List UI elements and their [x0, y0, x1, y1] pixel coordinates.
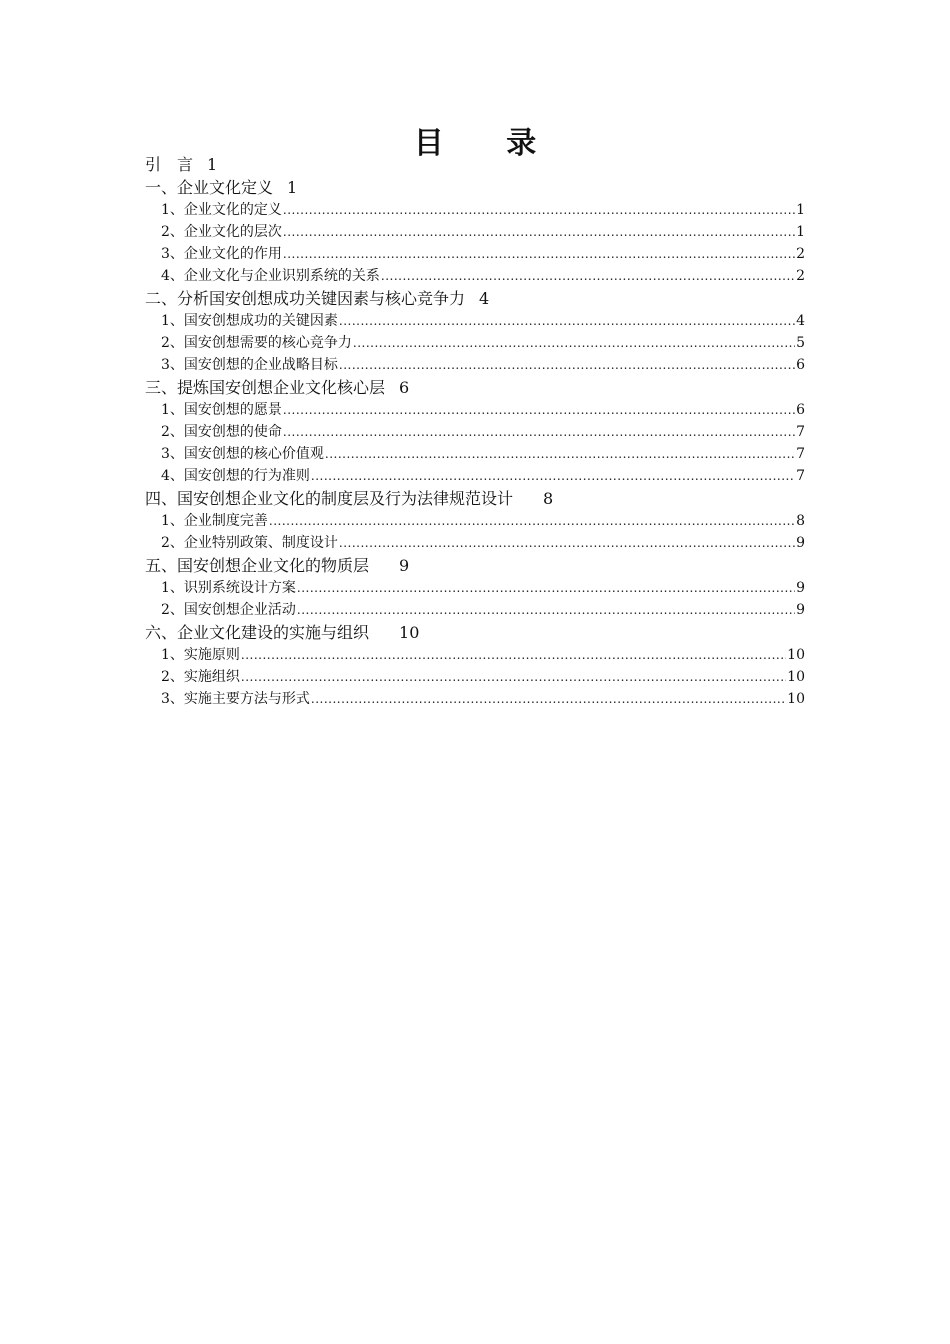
toc-subentry[interactable] — [145, 221, 805, 243]
toc-entry[interactable] — [145, 287, 805, 310]
toc-entry-title: 三、提炼国安创想企业文化核心层 — [145, 378, 386, 397]
toc-entry-title: 引 言 — [145, 155, 194, 174]
toc-subentry[interactable] — [145, 443, 805, 465]
toc-entry[interactable] — [145, 487, 805, 510]
toc-entry-page: 10 — [787, 647, 805, 663]
toc-subentry[interactable] — [145, 199, 805, 221]
toc-subentry[interactable] — [145, 532, 805, 554]
toc-entry-title: 4、国安创想的行为准则 — [161, 468, 310, 484]
toc-subentry[interactable] — [145, 310, 805, 332]
toc-entry-title: 2、实施组织 — [161, 669, 240, 685]
toc-entry-page: 10 — [787, 691, 805, 707]
toc-subentry[interactable] — [145, 243, 805, 265]
dot-leader — [339, 354, 795, 376]
toc-entry-title: 1、国安创想的愿景 — [161, 402, 282, 418]
toc-subentry[interactable] — [145, 510, 805, 532]
toc-entry-title: 2、企业文化的层次 — [161, 224, 282, 240]
toc-entry-page: 6 — [796, 402, 805, 418]
toc-entry-title: 3、企业文化的作用 — [161, 246, 282, 262]
dot-leader — [297, 577, 795, 599]
toc-subentry[interactable] — [145, 688, 805, 710]
dot-leader — [283, 243, 795, 265]
toc-entry-title: 2、国安创想的使命 — [161, 424, 282, 440]
toc-entry-title: 4、企业文化与企业识别系统的关系 — [161, 268, 380, 284]
toc-subentry[interactable] — [145, 265, 805, 287]
dot-leader — [283, 399, 795, 421]
toc-entry-page: 9 — [796, 535, 805, 551]
toc-subentry[interactable] — [145, 399, 805, 421]
toc-entry-title: 2、企业特别政策、制度设计 — [161, 535, 338, 551]
toc-entry-page: 10 — [787, 669, 805, 685]
toc-entry-title: 四、国安创想企业文化的制度层及行为法律规范设计 — [145, 489, 514, 508]
toc-entry-title: 1、识别系统设计方案 — [161, 580, 296, 596]
toc-entry-title: 二、分析国安创想成功关键因素与核心竞争力 — [145, 289, 466, 308]
toc-subentry[interactable] — [145, 332, 805, 354]
dot-leader — [283, 199, 795, 221]
toc-entry-title: 1、国安创想成功的关键因素 — [161, 313, 338, 329]
toc-entry[interactable] — [145, 554, 805, 577]
toc-entry-title: 五、国安创想企业文化的物质层 — [145, 556, 370, 575]
toc-subentry[interactable] — [145, 354, 805, 376]
toc-entry-page: 10 — [399, 623, 420, 642]
toc-subentry[interactable] — [145, 599, 805, 621]
dot-leader — [325, 443, 795, 465]
toc-entry-page: 7 — [796, 468, 805, 484]
toc-entry-title: 一、企业文化定义 — [145, 178, 274, 197]
toc-entry-page: 4 — [796, 313, 805, 329]
toc-entry-page: 1 — [796, 202, 805, 218]
toc-subentry[interactable] — [145, 666, 805, 688]
toc-entry-page: 1 — [796, 224, 805, 240]
dot-leader — [311, 465, 795, 487]
dot-leader — [241, 644, 786, 666]
toc-entry-title: 3、国安创想的核心价值观 — [161, 446, 324, 462]
toc-subentry[interactable] — [145, 644, 805, 666]
toc-entry-page: 6 — [399, 378, 410, 397]
toc-entry-title: 2、国安创想需要的核心竞争力 — [161, 335, 352, 351]
toc-entry-page: 9 — [796, 580, 805, 596]
dot-leader — [311, 688, 786, 710]
toc-entry[interactable] — [145, 176, 805, 199]
toc-entry-title: 1、实施原则 — [161, 647, 240, 663]
toc-entry-title: 3、实施主要方法与形式 — [161, 691, 310, 707]
toc-subentry[interactable] — [145, 577, 805, 599]
toc-entry-page: 2 — [796, 268, 805, 284]
toc-entry-title: 1、企业制度完善 — [161, 513, 268, 529]
toc-entry-page: 5 — [796, 335, 805, 351]
toc-entry-page: 9 — [796, 602, 805, 618]
dot-leader — [283, 221, 795, 243]
toc-entry-page: 6 — [796, 357, 805, 373]
toc-entry[interactable] — [145, 153, 805, 176]
toc-entry-page: 1 — [207, 155, 218, 174]
toc-entry-page: 4 — [479, 289, 490, 308]
toc-entry-page: 1 — [287, 178, 298, 197]
toc-entry-page: 8 — [543, 489, 554, 508]
toc-entry-title: 六、企业文化建设的实施与组织 — [145, 623, 370, 642]
dot-leader — [283, 421, 795, 443]
dot-leader — [353, 332, 795, 354]
toc-entry-page: 9 — [399, 556, 410, 575]
toc-entry[interactable] — [145, 376, 805, 399]
page-title: 目 录 — [413, 126, 563, 161]
toc-entry-title: 2、国安创想企业活动 — [161, 602, 296, 618]
dot-leader — [339, 310, 795, 332]
toc-entry-page: 7 — [796, 424, 805, 440]
dot-leader — [339, 532, 795, 554]
table-of-contents — [145, 153, 805, 710]
toc-entry-page: 8 — [796, 513, 805, 529]
dot-leader — [381, 265, 795, 287]
toc-entry-page: 7 — [796, 446, 805, 462]
dot-leader — [241, 666, 786, 688]
toc-entry[interactable] — [145, 621, 805, 644]
toc-entry-title: 3、国安创想的企业战略目标 — [161, 357, 338, 373]
toc-subentry[interactable] — [145, 465, 805, 487]
toc-entry-title: 1、企业文化的定义 — [161, 202, 282, 218]
dot-leader — [269, 510, 795, 532]
dot-leader — [297, 599, 795, 621]
toc-entry-page: 2 — [796, 246, 805, 262]
toc-subentry[interactable] — [145, 421, 805, 443]
